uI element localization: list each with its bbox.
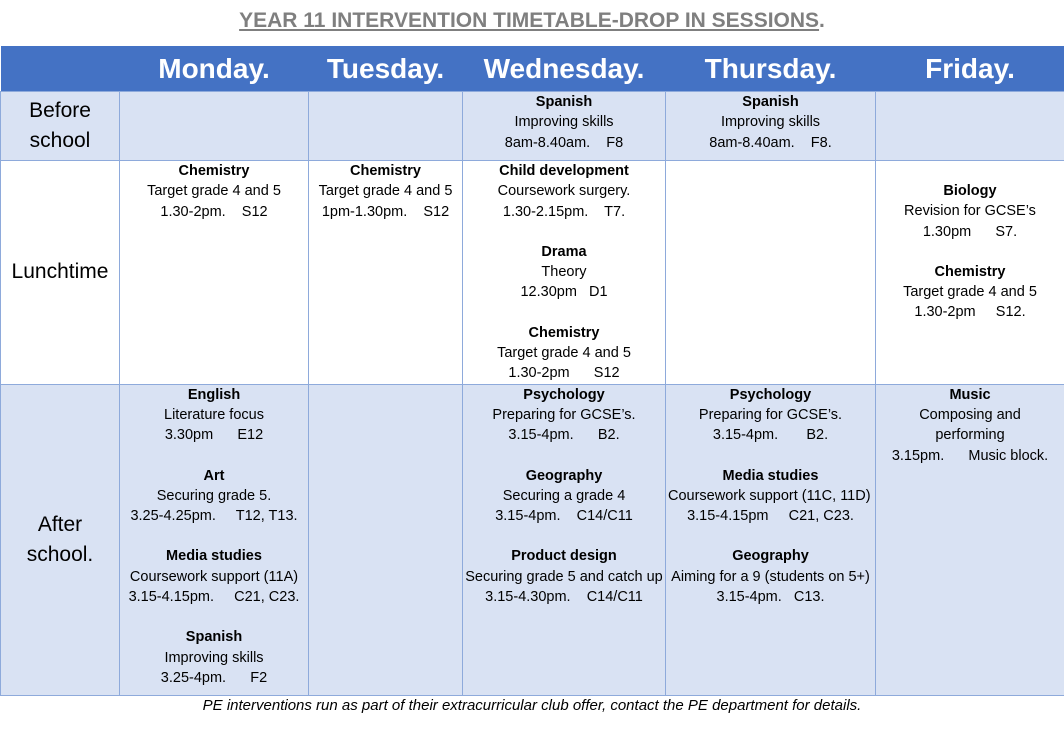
- cell-lunch-thursday: [666, 161, 876, 385]
- session-time-room: 1.30-2pm S12: [508, 365, 620, 382]
- session-subject: Geography: [732, 548, 809, 565]
- session-time-room: 3.15-4.15pm. C21, C23.: [128, 589, 300, 606]
- session-detail: Securing a grade 4: [502, 487, 626, 504]
- session-time-room: 3.25-4.25pm. T12, T13.: [130, 508, 298, 525]
- title-text: YEAR 11 INTERVENTION TIMETABLE-DROP IN SESSIONS: [239, 9, 820, 32]
- header-corner: [1, 46, 120, 92]
- session-time-room: 1.30-2.15pm. T7.: [502, 203, 626, 220]
- cell-after-friday: [876, 384, 1064, 695]
- header-friday: Friday.: [876, 46, 1064, 92]
- header-thursday: Thursday.: [666, 46, 876, 92]
- session-subject: Chemistry: [934, 263, 1006, 280]
- session-subject: Geography: [525, 467, 603, 484]
- session-subject: Spanish: [742, 94, 799, 110]
- session-time-room: 1.30-2pm. S12: [160, 203, 268, 220]
- session-subject: Media studies: [166, 548, 262, 565]
- session-detail: Target grade 4 and 5: [497, 345, 631, 362]
- session-detail: Coursework surgery.: [497, 183, 631, 200]
- cell-after-monday: [120, 384, 309, 695]
- session-subject: English: [187, 386, 241, 403]
- row-label-before-school: Before school: [1, 92, 120, 161]
- cell-before-tuesday: [309, 92, 463, 161]
- session-detail: Preparing for GCSE’s.: [698, 406, 843, 423]
- cell-after-tuesday: [309, 384, 463, 695]
- session-time-room: 3.30pm E12: [164, 427, 264, 444]
- session-block: [878, 262, 1062, 323]
- session-block: [122, 385, 306, 446]
- session-subject: Drama: [541, 243, 587, 260]
- cell-after-wednesday: [463, 384, 666, 695]
- session-block: [465, 323, 663, 384]
- session-detail: Securing grade 5.: [156, 487, 272, 504]
- session-subject: Psychology: [729, 386, 812, 403]
- session-block: [122, 466, 306, 527]
- session-subject: Spanish: [535, 94, 593, 110]
- session-subject: Product design: [511, 548, 617, 565]
- row-lunchtime: [1, 161, 1064, 385]
- header-tuesday: Tuesday.: [309, 46, 463, 92]
- session-detail: Theory: [541, 264, 587, 281]
- session-block: [465, 161, 663, 222]
- cell-lunch-friday: [876, 161, 1064, 385]
- header-monday: Monday.: [120, 46, 309, 92]
- session-time-room: 3.15-4pm. C13.: [716, 589, 825, 606]
- session-detail: Preparing for GCSE’s.: [492, 406, 636, 423]
- session-time-room: 1.30-2pm S12.: [914, 304, 1026, 321]
- row-label-after-school: After school.: [1, 384, 120, 695]
- footer-note: PE interventions run as part of their extracurricular club offer, contact the PE department for details.: [202, 697, 862, 714]
- session-block: [465, 546, 663, 607]
- session-subject: Psychology: [523, 386, 605, 403]
- session-time-room: 3.15-4.15pm C21, C23.: [687, 508, 854, 525]
- session-subject: Chemistry: [178, 163, 250, 179]
- session-time-room: 1pm-1.30pm. S12: [321, 203, 450, 220]
- cell-lunch-wednesday: [463, 161, 666, 385]
- session-block: [878, 181, 1062, 242]
- header-row: [1, 46, 1064, 92]
- cell-before-wednesday: [463, 92, 666, 161]
- session-block: [465, 466, 663, 527]
- session-subject: Art: [203, 467, 225, 484]
- session-time-room: 3.15pm. Music block.: [891, 447, 1049, 464]
- cell-before-friday: [876, 92, 1064, 161]
- session-time-room: 3.15-4pm. B2.: [712, 427, 829, 444]
- session-subject: Media studies: [722, 467, 819, 484]
- session-subject: Chemistry: [528, 324, 600, 341]
- session-time-room: 1.30pm S7.: [922, 223, 1018, 240]
- session-detail: Improving skills: [514, 114, 614, 131]
- session-detail: Revision for GCSE’s: [904, 203, 1036, 220]
- cell-lunch-tuesday: [309, 161, 463, 385]
- session-subject: Music: [949, 386, 991, 403]
- row-after-school: [1, 384, 1064, 695]
- session-detail: Aiming for a 9 (students on 5+): [671, 568, 870, 585]
- session-detail: Securing grade 5 and catch up: [465, 568, 663, 585]
- session-block: [465, 385, 663, 446]
- session-detail: Target grade 4 and 5: [318, 183, 453, 200]
- session-detail: Improving skills: [720, 114, 821, 131]
- session-time-room: 12.30pm D1: [520, 284, 608, 301]
- page-title: [0, 9, 1064, 33]
- timetable: [0, 46, 1064, 696]
- session-detail: Coursework support (11A): [129, 568, 299, 585]
- session-detail: Coursework support (11C, 11D): [668, 487, 871, 504]
- header-wednesday: Wednesday.: [463, 46, 666, 92]
- session-subject: Spanish: [185, 629, 243, 646]
- session-detail: Literature focus: [164, 406, 264, 423]
- session-block: [668, 385, 873, 446]
- cell-after-thursday: [666, 384, 876, 695]
- session-time-room: 3.15-4pm. B2.: [508, 427, 620, 444]
- session-time-room: 3.15-4pm. C14/C11: [495, 508, 633, 525]
- session-subject: Chemistry: [350, 163, 421, 179]
- row-label-lunchtime: Lunchtime: [1, 161, 120, 385]
- cell-before-monday: [120, 92, 309, 161]
- session-subject: Child development: [499, 163, 629, 179]
- session-time-room: 8am-8.40am. F8: [504, 134, 624, 151]
- session-detail: Composing and performing: [919, 406, 1021, 444]
- session-block: [668, 546, 873, 607]
- session-detail: Improving skills: [164, 649, 264, 666]
- session-block: [465, 242, 663, 303]
- cell-lunch-monday: [120, 161, 309, 385]
- session-time-room: 8am-8.40am. F8.: [709, 134, 832, 151]
- session-block: [122, 627, 306, 688]
- session-time-room: 3.15-4.30pm. C14/C11: [485, 589, 643, 606]
- session-block: [878, 385, 1062, 466]
- session-time-room: 3.25-4pm. F2: [160, 669, 268, 686]
- session-block: [122, 546, 306, 607]
- session-detail: Target grade 4 and 5: [903, 284, 1037, 301]
- session-block: [668, 466, 873, 527]
- row-before-school: [1, 92, 1064, 161]
- title-suffix: .: [819, 9, 825, 32]
- session-subject: Biology: [943, 183, 997, 199]
- cell-before-thursday: [666, 92, 876, 161]
- session-detail: Target grade 4 and 5: [147, 183, 281, 200]
